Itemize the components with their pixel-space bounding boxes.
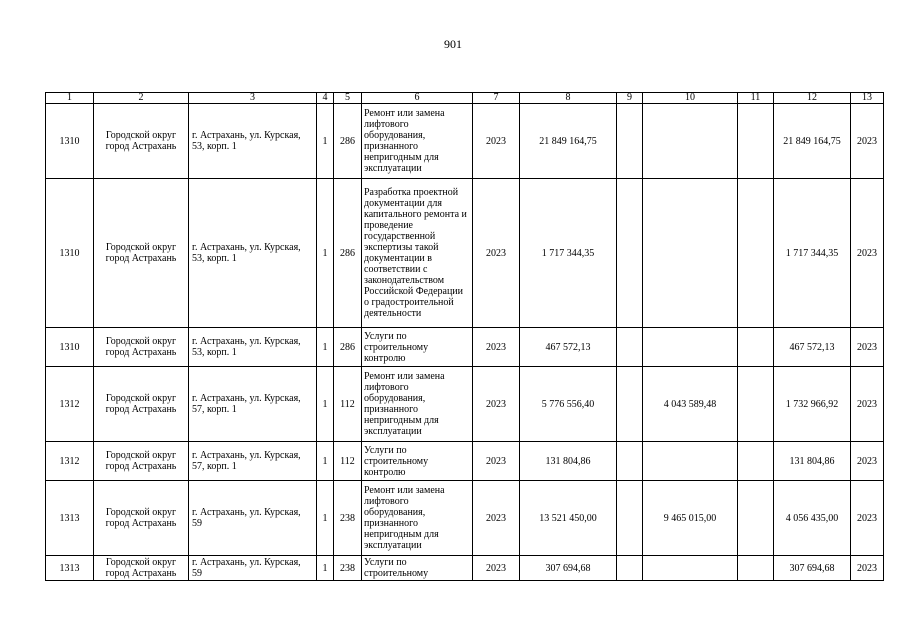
address-cell: г. Астрахань, ул. Курская, 57, корп. 1: [189, 442, 317, 481]
address-cell: г. Астрахань, ул. Курская, 59: [189, 556, 317, 581]
amount-cell: 21 849 164,75: [774, 104, 851, 179]
row-number-cell: 1310: [46, 179, 94, 328]
amount-cell: [643, 328, 738, 367]
table-cell: [738, 328, 774, 367]
table-row: [46, 104, 884, 179]
table-cell: 286: [334, 328, 362, 367]
work-type-cell: Услуги по строительному: [362, 556, 473, 581]
table-row: [46, 179, 884, 328]
year-cell: 2023: [851, 104, 884, 179]
amount-cell: [643, 442, 738, 481]
amount-cell: 1 732 966,92: [774, 367, 851, 442]
column-header: 3: [189, 93, 317, 104]
amount-cell: 4 056 435,00: [774, 481, 851, 556]
column-header: 13: [851, 93, 884, 104]
address-cell: г. Астрахань, ул. Курская, 53, корп. 1: [189, 104, 317, 179]
work-type-cell: Ремонт или замена лифтового оборудования, признанного непригодным для эксплуатации: [362, 367, 473, 442]
table-cell: [738, 367, 774, 442]
year-cell: 2023: [473, 179, 520, 328]
work-type-cell: Услуги по строительному контролю: [362, 328, 473, 367]
year-cell: 2023: [851, 481, 884, 556]
column-number-row: [46, 93, 884, 104]
work-type-cell: Разработка проектной документации для капитального ремонта и проведение государственной экспертизы такой документации в соответствии с законодательством Российской Федерации о градостроительной деятельности: [362, 179, 473, 328]
row-number-cell: 1312: [46, 442, 94, 481]
municipality-cell: Городской округ город Астрахань: [94, 481, 189, 556]
table-cell: [617, 328, 643, 367]
table-cell: 1: [317, 442, 334, 481]
table-cell: 1: [317, 104, 334, 179]
year-cell: 2023: [473, 104, 520, 179]
table-row: [46, 328, 884, 367]
municipality-cell: Городской округ город Астрахань: [94, 179, 189, 328]
year-cell: 2023: [851, 556, 884, 581]
page-number: 901: [444, 37, 462, 51]
table-cell: [738, 179, 774, 328]
address-cell: г. Астрахань, ул. Курская, 53, корп. 1: [189, 179, 317, 328]
year-cell: 2023: [473, 442, 520, 481]
column-header: 8: [520, 93, 617, 104]
row-number-cell: 1313: [46, 556, 94, 581]
amount-cell: 5 776 556,40: [520, 367, 617, 442]
amount-cell: 21 849 164,75: [520, 104, 617, 179]
table-cell: [617, 481, 643, 556]
table-cell: 1: [317, 556, 334, 581]
year-cell: 2023: [851, 367, 884, 442]
table-row: [46, 556, 884, 581]
table-cell: 1: [317, 367, 334, 442]
amount-cell: 131 804,86: [520, 442, 617, 481]
year-cell: 2023: [851, 328, 884, 367]
table-cell: [738, 104, 774, 179]
table-cell: 112: [334, 367, 362, 442]
row-number-cell: 1310: [46, 328, 94, 367]
row-number-cell: 1313: [46, 481, 94, 556]
work-type-cell: Ремонт или замена лифтового оборудования, признанного непригодным для эксплуатации: [362, 104, 473, 179]
address-cell: г. Астрахань, ул. Курская, 59: [189, 481, 317, 556]
amount-cell: 1 717 344,35: [520, 179, 617, 328]
amount-cell: 13 521 450,00: [520, 481, 617, 556]
year-cell: 2023: [851, 442, 884, 481]
table-cell: 1: [317, 481, 334, 556]
amount-cell: 307 694,68: [774, 556, 851, 581]
table-cell: [738, 481, 774, 556]
amount-cell: [643, 179, 738, 328]
column-header: 7: [473, 93, 520, 104]
municipality-cell: Городской округ город Астрахань: [94, 367, 189, 442]
address-cell: г. Астрахань, ул. Курская, 53, корп. 1: [189, 328, 317, 367]
column-header: 9: [617, 93, 643, 104]
column-header: 11: [738, 93, 774, 104]
year-cell: 2023: [473, 367, 520, 442]
year-cell: 2023: [473, 481, 520, 556]
capital-repair-table: [45, 92, 884, 581]
table-cell: 1: [317, 328, 334, 367]
table-row: [46, 481, 884, 556]
column-header: 5: [334, 93, 362, 104]
table-cell: [617, 367, 643, 442]
year-cell: 2023: [851, 179, 884, 328]
municipality-cell: Городской округ город Астрахань: [94, 556, 189, 581]
table-row: [46, 442, 884, 481]
municipality-cell: Городской округ город Астрахань: [94, 104, 189, 179]
work-type-cell: Услуги по строительному контролю: [362, 442, 473, 481]
table-cell: 286: [334, 179, 362, 328]
amount-cell: 467 572,13: [774, 328, 851, 367]
work-type-cell: Ремонт или замена лифтового оборудования, признанного непригодным для эксплуатации: [362, 481, 473, 556]
table-cell: 238: [334, 556, 362, 581]
table-cell: 238: [334, 481, 362, 556]
municipality-cell: Городской округ город Астрахань: [94, 442, 189, 481]
amount-cell: 9 465 015,00: [643, 481, 738, 556]
table-cell: [617, 179, 643, 328]
table-cell: [617, 104, 643, 179]
column-header: 4: [317, 93, 334, 104]
table-row: [46, 367, 884, 442]
table-cell: 1: [317, 179, 334, 328]
year-cell: 2023: [473, 556, 520, 581]
table-cell: [738, 556, 774, 581]
row-number-cell: 1312: [46, 367, 94, 442]
amount-cell: [643, 556, 738, 581]
row-number-cell: 1310: [46, 104, 94, 179]
table-cell: [617, 442, 643, 481]
table-cell: 112: [334, 442, 362, 481]
amount-cell: 131 804,86: [774, 442, 851, 481]
table-cell: [617, 556, 643, 581]
amount-cell: 307 694,68: [520, 556, 617, 581]
address-cell: г. Астрахань, ул. Курская, 57, корп. 1: [189, 367, 317, 442]
column-header: 12: [774, 93, 851, 104]
column-header: 1: [46, 93, 94, 104]
column-header: 6: [362, 93, 473, 104]
table-cell: 286: [334, 104, 362, 179]
table-cell: [738, 442, 774, 481]
amount-cell: [643, 104, 738, 179]
amount-cell: 467 572,13: [520, 328, 617, 367]
column-header: 10: [643, 93, 738, 104]
amount-cell: 4 043 589,48: [643, 367, 738, 442]
year-cell: 2023: [473, 328, 520, 367]
municipality-cell: Городской округ город Астрахань: [94, 328, 189, 367]
column-header: 2: [94, 93, 189, 104]
amount-cell: 1 717 344,35: [774, 179, 851, 328]
